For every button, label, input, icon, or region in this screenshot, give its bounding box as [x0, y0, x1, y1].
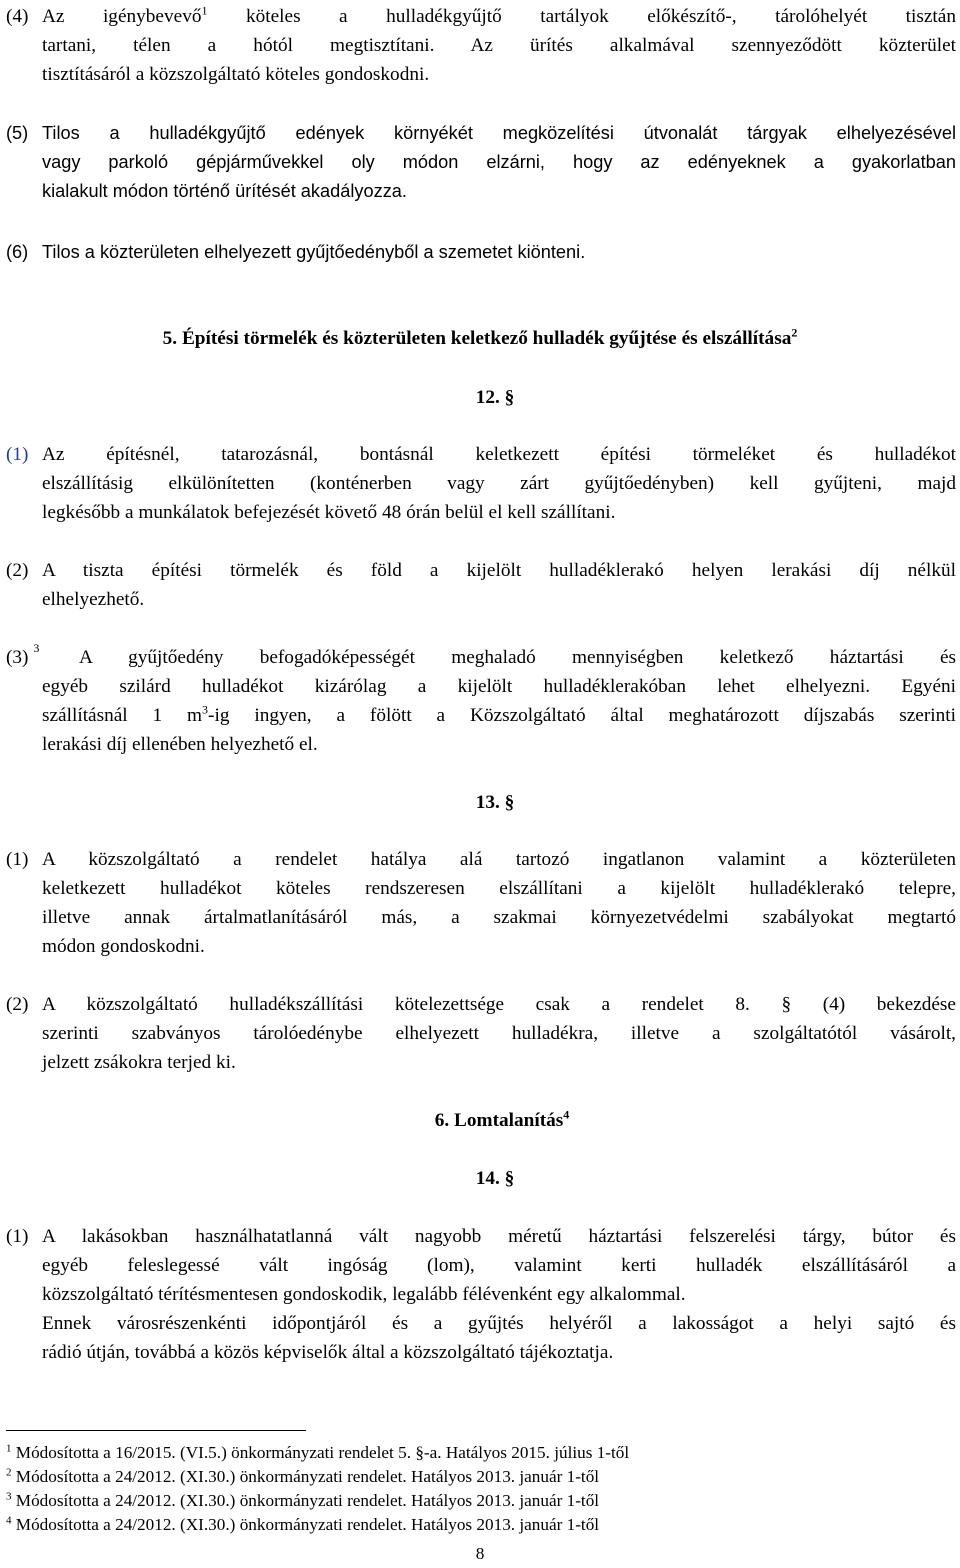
text-line: egyéb szilárd hulladékot kizárólag a kijelölt hulladéklerakóban lehet elhelyezni. Egyéni — [42, 676, 956, 697]
footnote-text: Módosította a 24/2012. (XI.30.) önkormányzati rendelet. Hatályos 2013. január 1-től — [15, 1515, 600, 1534]
paragraph-mark-12: 12. § — [475, 387, 515, 408]
paragraph-mark-13: 13. § — [475, 792, 515, 813]
paragraph-body — [42, 119, 956, 206]
text-segment: köteles a hulladékgyűjtő tartályok előkészítő-, tárolóhelyét tisztán — [207, 6, 956, 27]
text-line: A közszolgáltató hulladékszállítási kötelezettsége csak a rendelet 8. § (4) bekezdése — [42, 994, 956, 1015]
page-number: 8 — [475, 1544, 485, 1563]
paragraph-number: (5) — [6, 123, 29, 143]
paragraph-12-3 — [6, 640, 956, 759]
paragraph-number: (2) — [6, 994, 29, 1015]
superscript: 3 — [202, 702, 209, 717]
text-line — [42, 2, 956, 31]
footnote-separator — [6, 1430, 306, 1431]
footnote-number: 1 — [6, 1442, 12, 1455]
text-line: rádió útján, továbbá a közös képviselők által a közszolgáltató tájékoztatja. — [42, 1342, 614, 1363]
text-line: A közszolgáltató a rendelet hatálya alá tartozó ingatlanon valamint a közterületen — [42, 849, 956, 870]
text-line: illetve annak ártalmatlanításáról más, a szakmai környezetvédelmi szabályokat megtartó — [42, 907, 956, 928]
text-segment: -ig ingyen, a fölött a Közszolgáltató által meghatározott díjszabás szerinti — [208, 705, 956, 726]
section-heading — [0, 1106, 960, 1135]
paragraph-body — [42, 556, 956, 614]
footnote-text: Módosította a 16/2015. (VI.5.) önkormányzati rendelet 5. §-a. Hatályos 2015. július 1-től — [15, 1443, 630, 1462]
paragraph-12-1 — [6, 440, 956, 527]
paragraph-body — [42, 990, 956, 1077]
footnote-number: 3 — [6, 1490, 12, 1503]
text-line: módon gondoskodni. — [42, 936, 205, 957]
paragraph-number: (2) — [6, 560, 29, 581]
paragraph-number: (1) — [6, 849, 29, 870]
text-line: elhelyezhető. — [42, 589, 145, 610]
paragraph-14-1 — [6, 1222, 956, 1367]
text-line: tisztításáról a közszolgáltató köteles gondoskodni. — [42, 64, 430, 85]
text-line: vagy parkoló gépjárművekkel oly módon elzárni, hogy az edényeknek a gyakorlatban — [42, 152, 956, 172]
text-line: Tilos a közterületen elhelyezett gyűjtőedényből a szemetet kiönteni. — [42, 242, 586, 262]
paragraph-11-5 — [6, 119, 956, 206]
section-heading — [0, 324, 960, 353]
text-line: kialakult módon történő ürítését akadályozza. — [42, 181, 407, 201]
text-line: Tilos a hulladékgyűjtő edények környékét megközelítési útvonalát tárgyak elhelyezésével — [42, 123, 956, 143]
text-line: tartani, télen a hótól megtisztítani. Az ürítés alkalmával szennyeződött közterület — [42, 35, 956, 56]
paragraph-number: (4) — [6, 6, 29, 27]
text-line: legkésőbb a munkálatok befejezését követő 48 órán belül el kell szállítani. — [42, 502, 616, 523]
paragraph-11-4 — [6, 2, 956, 89]
paragraph-12-2 — [6, 556, 956, 614]
text-line: Az építésnél, tatarozásnál, bontásnál keletkezett építési törmeléket és hulladékot — [42, 444, 956, 465]
paragraph-number: (1) — [6, 444, 29, 465]
paragraph-number — [6, 640, 40, 672]
paragraph-body — [42, 2, 956, 89]
text-line: lerakási díj ellenében helyezhető el. — [42, 734, 318, 755]
paragraph-13-2 — [6, 990, 956, 1077]
footnote-text: Módosította a 24/2012. (XI.30.) önkormányzati rendelet. Hatályos 2013. január 1-től — [15, 1491, 600, 1510]
text-line: jelzett zsákokra terjed ki. — [42, 1052, 236, 1073]
footnote-ref[interactable]: 1 — [201, 3, 208, 18]
paragraph-11-6 — [6, 238, 956, 267]
paragraph-13-1 — [6, 845, 956, 961]
footnote — [6, 1441, 629, 1465]
footnote — [6, 1489, 629, 1513]
section-title: 5. Építési törmelék és közterületen keletkező hulladék gyűjtése és elszállítása — [162, 328, 792, 349]
text-line: egyéb feleslegessé vált ingóság (lom), valamint kerti hulladék elszállításáról a — [42, 1255, 956, 1276]
text-line: A lakásokban használhatatlanná vált nagyobb méretű háztartási felszerelési tárgy, bútor és — [42, 1226, 956, 1247]
section-title: 6. Lomtalanítás — [434, 1110, 564, 1131]
footnote — [6, 1465, 629, 1489]
footnote-ref[interactable]: 4 — [563, 1107, 570, 1122]
text-line: közszolgáltató térítésmentesen gondoskodik, legalább félévenként egy alkalommal. — [42, 1284, 686, 1305]
text-line: elszállításig elkülönítetten (konténerben vagy zárt gyűjtőedényben) kell gyűjteni, majd — [42, 473, 956, 494]
text-line: Ennek városrészenkénti időpontjáról és a gyűjtés helyéről a lakosságot a helyi sajtó és — [42, 1313, 956, 1334]
text-segment: szállításnál 1 m — [42, 705, 203, 726]
footnotes — [6, 1441, 629, 1537]
text-line: A gyűjtőedény befogadóképességét meghaladó mennyiségben keletkező háztartási és — [79, 647, 956, 668]
footnote-text: Módosította a 24/2012. (XI.30.) önkormányzati rendelet. Hatályos 2013. január 1-től — [15, 1467, 600, 1486]
paragraph-number: (1) — [6, 1226, 29, 1247]
paragraph-body — [42, 1222, 956, 1367]
paragraph-body — [42, 845, 956, 961]
paragraph-body — [42, 238, 956, 267]
footnote-number: 2 — [6, 1466, 12, 1479]
text-line: szerinti szabványos tárolóedénybe elhelyezett hulladékra, illetve a szolgáltatótól vásárolt, — [42, 1023, 956, 1044]
text-line: A tiszta építési törmelék és föld a kijelölt hulladéklerakó helyen lerakási díj nélkül — [42, 560, 956, 581]
footnote-ref[interactable]: 3 — [33, 640, 40, 655]
text-segment: Az igénybevevő — [42, 6, 202, 27]
text-line — [42, 701, 956, 730]
paragraph-number: (6) — [6, 242, 29, 262]
footnote — [6, 1513, 629, 1537]
footnote-number: 4 — [6, 1514, 12, 1527]
number-text: (3) — [6, 647, 29, 668]
paragraph-body — [42, 440, 956, 527]
paragraph-body — [42, 643, 956, 759]
text-line: keletkezett hulladékot köteles rendszeresen elszállítani a kijelölt hulladéklerakó telepre, — [42, 878, 956, 899]
footnote-ref[interactable]: 2 — [791, 325, 798, 340]
paragraph-mark-14: 14. § — [475, 1168, 515, 1189]
